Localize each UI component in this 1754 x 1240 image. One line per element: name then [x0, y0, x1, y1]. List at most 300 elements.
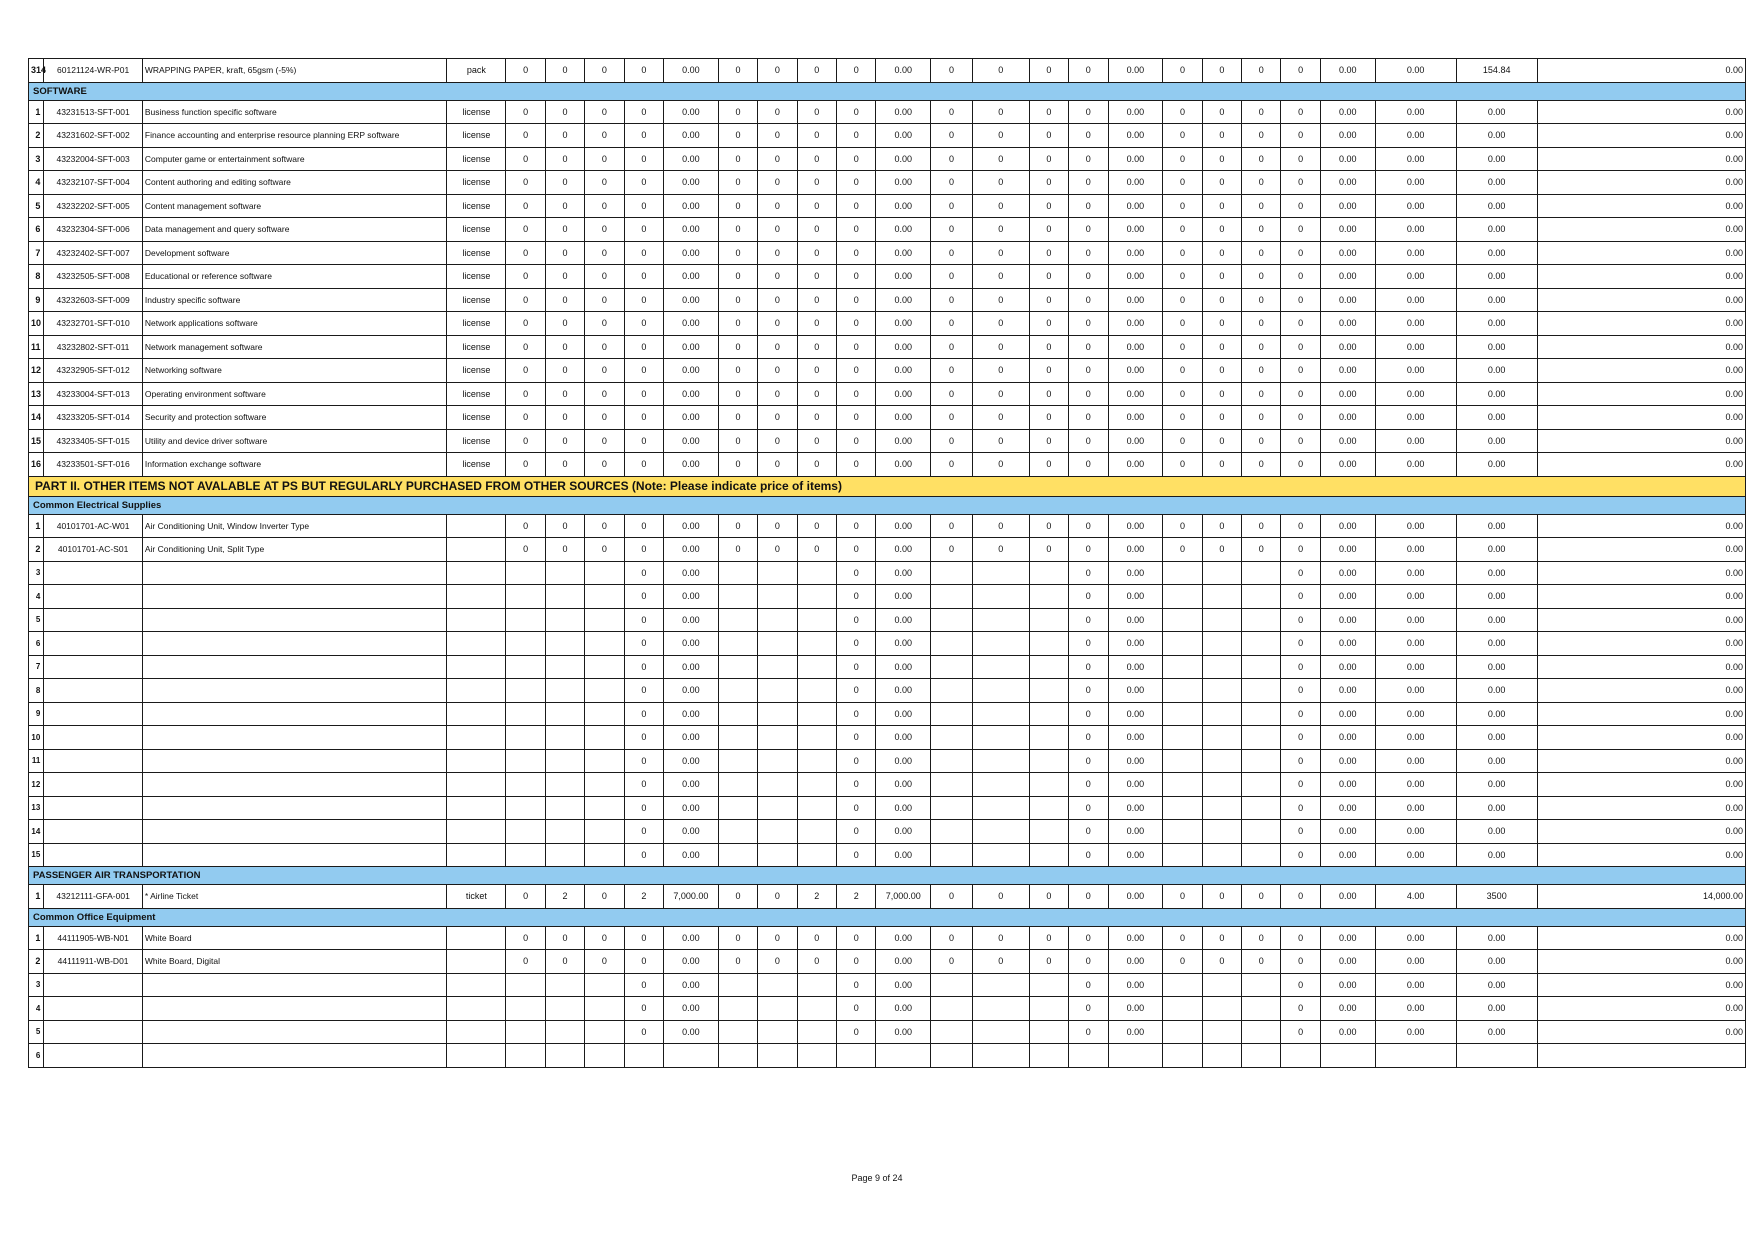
q1-month-qty: 0 — [545, 218, 584, 242]
q4-amount: 0.00 — [1320, 538, 1375, 562]
q3-month-qty — [931, 973, 973, 997]
unit-of-measure — [447, 514, 506, 538]
q1-month-qty: 0 — [585, 265, 624, 289]
item-number: 314 — [29, 59, 44, 83]
q4-month-qty — [1242, 632, 1281, 656]
q2-month-qty: 0 — [718, 950, 757, 974]
q1-amount: 0.00 — [664, 194, 719, 218]
total-amount: 0.00 — [1537, 265, 1745, 289]
q1-amount: 0.00 — [664, 561, 719, 585]
q4-amount: 0.00 — [1320, 514, 1375, 538]
q3-month-qty: 0 — [1029, 538, 1068, 562]
unit-price: 0.00 — [1456, 382, 1537, 406]
q1-month-qty — [545, 561, 584, 585]
q4-month-qty — [1163, 820, 1202, 844]
total-quantity: 0.00 — [1375, 585, 1456, 609]
q2-month-qty: 0 — [797, 124, 836, 148]
total-amount: 0.00 — [1537, 773, 1745, 797]
q4-amount: 0.00 — [1320, 749, 1375, 773]
q2-month-qty — [718, 726, 757, 750]
unit-of-measure: license — [447, 147, 506, 171]
q2-month-qty — [718, 773, 757, 797]
total-quantity: 0.00 — [1375, 773, 1456, 797]
item-number: 10 — [29, 312, 44, 336]
unit-price: 0.00 — [1456, 359, 1537, 383]
q1-month-qty: 0 — [624, 679, 663, 703]
q4-month-qty: 0 — [1242, 406, 1281, 430]
q1-month-qty — [506, 608, 545, 632]
item-description: Air Conditioning Unit, Split Type — [142, 538, 446, 562]
q3-month-qty — [1029, 997, 1068, 1021]
q4-amount: 0.00 — [1320, 241, 1375, 265]
q3-month-qty: 0 — [1029, 950, 1068, 974]
q4-month-qty: 0 — [1202, 514, 1241, 538]
item-number: 1 — [29, 514, 44, 538]
q4-month-qty: 0 — [1163, 335, 1202, 359]
total-quantity: 0.00 — [1375, 632, 1456, 656]
q3-month-qty — [972, 997, 1029, 1021]
q3-amount: 0.00 — [1108, 538, 1163, 562]
q2-month-qty — [797, 726, 836, 750]
total-amount: 0.00 — [1537, 241, 1745, 265]
q2-month-qty: 0 — [718, 312, 757, 336]
q1-month-qty: 0 — [545, 171, 584, 195]
q1-month-qty: 0 — [506, 950, 545, 974]
item-description — [142, 973, 446, 997]
unit-price: 0.00 — [1456, 100, 1537, 124]
q4-month-qty: 0 — [1202, 950, 1241, 974]
q4-month-qty: 0 — [1163, 194, 1202, 218]
q1-month-qty: 0 — [624, 655, 663, 679]
q3-amount: 0.00 — [1108, 632, 1163, 656]
q3-month-qty: 0 — [1069, 538, 1108, 562]
q1-month-qty: 0 — [506, 926, 545, 950]
total-quantity: 0.00 — [1375, 514, 1456, 538]
q1-month-qty: 0 — [585, 538, 624, 562]
item-description — [142, 773, 446, 797]
item-description — [142, 655, 446, 679]
q3-month-qty: 0 — [1069, 655, 1108, 679]
q4-amount: 0.00 — [1320, 171, 1375, 195]
q1-amount: 0.00 — [664, 218, 719, 242]
q4-month-qty — [1242, 585, 1281, 609]
q1-month-qty: 0 — [624, 59, 663, 83]
q4-month-qty — [1242, 702, 1281, 726]
item-description: Information exchange software — [142, 453, 446, 477]
total-amount: 0.00 — [1537, 312, 1745, 336]
item-number: 2 — [29, 950, 44, 974]
item-code — [44, 749, 143, 773]
q2-month-qty: 0 — [797, 538, 836, 562]
q2-month-qty: 2 — [797, 885, 836, 909]
total-quantity: 0.00 — [1375, 288, 1456, 312]
item-description: White Board, Digital — [142, 950, 446, 974]
unit-price: 0.00 — [1456, 608, 1537, 632]
item-number: 5 — [29, 608, 44, 632]
q2-month-qty — [718, 997, 757, 1021]
q2-month-qty: 0 — [758, 514, 797, 538]
q4-amount: 0.00 — [1320, 973, 1375, 997]
q4-month-qty — [1242, 843, 1281, 867]
q4-month-qty: 0 — [1281, 773, 1320, 797]
q3-month-qty — [931, 997, 973, 1021]
q4-amount: 0.00 — [1320, 608, 1375, 632]
item-number: 4 — [29, 997, 44, 1021]
unit-of-measure: license — [447, 335, 506, 359]
q4-amount: 0.00 — [1320, 843, 1375, 867]
q2-month-qty: 0 — [837, 585, 876, 609]
q3-amount: 0.00 — [1108, 241, 1163, 265]
q2-month-qty: 0 — [718, 885, 757, 909]
q1-amount: 0.00 — [664, 749, 719, 773]
section-title: SOFTWARE — [29, 82, 1746, 100]
unit-price: 0.00 — [1456, 726, 1537, 750]
item-description: White Board — [142, 926, 446, 950]
q3-amount: 0.00 — [1108, 608, 1163, 632]
q1-month-qty: 0 — [506, 100, 545, 124]
q4-month-qty: 0 — [1242, 453, 1281, 477]
item-code — [44, 773, 143, 797]
q1-amount: 0.00 — [664, 241, 719, 265]
q3-month-qty: 0 — [931, 312, 973, 336]
q3-month-qty — [1029, 973, 1068, 997]
q4-month-qty: 0 — [1281, 702, 1320, 726]
item-number: 15 — [29, 843, 44, 867]
total-amount: 0.00 — [1537, 796, 1745, 820]
q1-amount: 0.00 — [664, 406, 719, 430]
q4-month-qty: 0 — [1163, 59, 1202, 83]
q4-amount: 0.00 — [1320, 59, 1375, 83]
q2-amount: 0.00 — [876, 538, 931, 562]
q4-month-qty: 0 — [1163, 359, 1202, 383]
q4-month-qty: 0 — [1242, 514, 1281, 538]
q4-month-qty — [1202, 608, 1241, 632]
q1-month-qty: 0 — [506, 288, 545, 312]
q3-month-qty: 0 — [1029, 265, 1068, 289]
q4-month-qty — [1242, 997, 1281, 1021]
q4-month-qty: 0 — [1202, 538, 1241, 562]
q1-month-qty: 0 — [624, 218, 663, 242]
q1-amount: 0.00 — [664, 796, 719, 820]
q4-amount: 0.00 — [1320, 796, 1375, 820]
q2-month-qty: 0 — [837, 147, 876, 171]
total-quantity: 0.00 — [1375, 147, 1456, 171]
q3-amount: 0.00 — [1108, 171, 1163, 195]
q3-month-qty — [972, 796, 1029, 820]
total-amount: 0.00 — [1537, 702, 1745, 726]
unit-of-measure — [447, 973, 506, 997]
q4-month-qty: 0 — [1281, 100, 1320, 124]
q1-month-qty: 0 — [545, 241, 584, 265]
unit-price: 0.00 — [1456, 585, 1537, 609]
q4-month-qty — [1202, 1020, 1241, 1044]
total-quantity: 0.00 — [1375, 194, 1456, 218]
q3-month-qty: 0 — [972, 194, 1029, 218]
total-quantity: 4.00 — [1375, 885, 1456, 909]
q2-month-qty: 0 — [837, 241, 876, 265]
unit-price — [1456, 1044, 1537, 1068]
q4-month-qty — [1163, 726, 1202, 750]
q3-month-qty: 0 — [1069, 561, 1108, 585]
q1-month-qty: 2 — [545, 885, 584, 909]
q3-month-qty — [931, 702, 973, 726]
item-number: 11 — [29, 749, 44, 773]
q4-month-qty — [1242, 655, 1281, 679]
q1-month-qty: 0 — [545, 288, 584, 312]
item-description — [142, 702, 446, 726]
q3-month-qty: 0 — [1069, 885, 1108, 909]
q2-month-qty: 0 — [837, 335, 876, 359]
q2-month-qty — [797, 973, 836, 997]
total-quantity: 0.00 — [1375, 997, 1456, 1021]
total-quantity: 0.00 — [1375, 702, 1456, 726]
q4-month-qty: 0 — [1163, 950, 1202, 974]
unit-price: 0.00 — [1456, 973, 1537, 997]
q4-month-qty: 0 — [1242, 59, 1281, 83]
q3-month-qty — [972, 749, 1029, 773]
q4-month-qty: 0 — [1202, 288, 1241, 312]
q3-month-qty: 0 — [972, 514, 1029, 538]
unit-of-measure: license — [447, 194, 506, 218]
q3-month-qty: 0 — [972, 124, 1029, 148]
q3-month-qty: 0 — [1029, 359, 1068, 383]
q2-month-qty — [797, 655, 836, 679]
item-code: 40101701-AC-S01 — [44, 538, 143, 562]
total-amount — [1537, 1044, 1745, 1068]
q4-month-qty — [1163, 749, 1202, 773]
q4-amount: 0.00 — [1320, 726, 1375, 750]
unit-of-measure — [447, 702, 506, 726]
q1-month-qty: 0 — [585, 885, 624, 909]
total-amount: 0.00 — [1537, 59, 1745, 83]
item-number: 1 — [29, 926, 44, 950]
q2-month-qty: 0 — [837, 538, 876, 562]
q4-month-qty: 0 — [1281, 950, 1320, 974]
q4-month-qty — [1163, 1044, 1202, 1068]
q4-month-qty — [1163, 1020, 1202, 1044]
q1-month-qty — [545, 1020, 584, 1044]
item-code — [44, 726, 143, 750]
table-row — [29, 679, 1746, 703]
q3-amount: 0.00 — [1108, 773, 1163, 797]
q2-amount: 0.00 — [876, 194, 931, 218]
q2-month-qty: 0 — [837, 406, 876, 430]
q2-month-qty — [718, 702, 757, 726]
q4-month-qty — [1242, 749, 1281, 773]
q1-month-qty — [506, 820, 545, 844]
q4-amount: 0.00 — [1320, 382, 1375, 406]
q1-month-qty: 0 — [585, 453, 624, 477]
q4-month-qty: 0 — [1202, 926, 1241, 950]
q2-month-qty — [797, 796, 836, 820]
q1-month-qty — [506, 585, 545, 609]
q2-month-qty: 0 — [758, 312, 797, 336]
total-quantity: 0.00 — [1375, 124, 1456, 148]
table-row — [29, 171, 1746, 195]
q1-month-qty: 0 — [585, 288, 624, 312]
q2-amount: 0.00 — [876, 820, 931, 844]
total-amount: 0.00 — [1537, 406, 1745, 430]
q1-month-qty: 0 — [624, 382, 663, 406]
q1-month-qty — [585, 655, 624, 679]
q4-month-qty: 0 — [1281, 265, 1320, 289]
item-number: 13 — [29, 382, 44, 406]
q1-amount — [664, 1044, 719, 1068]
q4-amount: 0.00 — [1320, 147, 1375, 171]
q2-month-qty: 0 — [758, 359, 797, 383]
q4-month-qty: 0 — [1281, 147, 1320, 171]
q3-month-qty: 0 — [1029, 147, 1068, 171]
q1-month-qty: 0 — [545, 194, 584, 218]
q1-month-qty — [545, 608, 584, 632]
q4-month-qty — [1163, 973, 1202, 997]
item-description: Networking software — [142, 359, 446, 383]
q1-month-qty: 0 — [506, 265, 545, 289]
unit-price: 0.00 — [1456, 453, 1537, 477]
q3-month-qty: 0 — [972, 59, 1029, 83]
q1-month-qty: 0 — [624, 171, 663, 195]
page-footer — [0, 1173, 1754, 1183]
total-amount: 0.00 — [1537, 538, 1745, 562]
total-quantity: 0.00 — [1375, 679, 1456, 703]
total-quantity: 0.00 — [1375, 726, 1456, 750]
q1-amount: 0.00 — [664, 726, 719, 750]
q4-month-qty: 0 — [1281, 288, 1320, 312]
q4-month-qty — [1202, 632, 1241, 656]
q3-amount: 0.00 — [1108, 382, 1163, 406]
q1-month-qty: 0 — [506, 171, 545, 195]
q3-month-qty — [1029, 632, 1068, 656]
item-code: 60121124-WR-P01 — [44, 59, 143, 83]
q1-month-qty — [585, 608, 624, 632]
q1-month-qty: 0 — [506, 429, 545, 453]
q4-month-qty — [1163, 561, 1202, 585]
total-amount: 0.00 — [1537, 820, 1745, 844]
q2-month-qty — [797, 1044, 836, 1068]
q2-amount: 0.00 — [876, 288, 931, 312]
table-row — [29, 382, 1746, 406]
table-row — [29, 453, 1746, 477]
q3-amount: 0.00 — [1108, 429, 1163, 453]
total-quantity: 0.00 — [1375, 950, 1456, 974]
item-code — [44, 561, 143, 585]
q4-month-qty: 0 — [1281, 608, 1320, 632]
unit-price: 0.00 — [1456, 773, 1537, 797]
unit-price: 154.84 — [1456, 59, 1537, 83]
item-description: Content management software — [142, 194, 446, 218]
unit-of-measure: license — [447, 100, 506, 124]
q2-month-qty — [758, 726, 797, 750]
q1-amount: 0.00 — [664, 655, 719, 679]
q3-month-qty: 0 — [1029, 59, 1068, 83]
q2-amount: 0.00 — [876, 561, 931, 585]
q1-month-qty: 0 — [624, 312, 663, 336]
q2-month-qty — [837, 1044, 876, 1068]
item-number: 11 — [29, 335, 44, 359]
q2-month-qty: 0 — [837, 453, 876, 477]
q2-month-qty: 0 — [758, 171, 797, 195]
unit-of-measure — [447, 1044, 506, 1068]
q4-month-qty: 0 — [1202, 382, 1241, 406]
q2-month-qty — [718, 561, 757, 585]
q3-month-qty — [1029, 1020, 1068, 1044]
item-description: Air Conditioning Unit, Window Inverter Type — [142, 514, 446, 538]
q2-month-qty: 0 — [837, 59, 876, 83]
q3-month-qty — [1029, 726, 1068, 750]
q4-month-qty: 0 — [1242, 335, 1281, 359]
q2-month-qty: 0 — [758, 265, 797, 289]
item-description: Operating environment software — [142, 382, 446, 406]
q3-month-qty — [931, 585, 973, 609]
q2-month-qty: 0 — [837, 950, 876, 974]
q3-month-qty: 0 — [1069, 59, 1108, 83]
q3-month-qty: 0 — [1069, 973, 1108, 997]
q1-amount: 0.00 — [664, 335, 719, 359]
q2-month-qty — [718, 1020, 757, 1044]
q3-month-qty: 0 — [1069, 453, 1108, 477]
q2-amount: 0.00 — [876, 702, 931, 726]
unit-of-measure — [447, 538, 506, 562]
q2-month-qty: 0 — [797, 171, 836, 195]
q2-amount: 0.00 — [876, 749, 931, 773]
total-quantity: 0.00 — [1375, 655, 1456, 679]
table-row — [29, 632, 1746, 656]
q2-month-qty — [758, 997, 797, 1021]
q2-amount: 0.00 — [876, 679, 931, 703]
q3-amount: 0.00 — [1108, 702, 1163, 726]
q2-amount: 0.00 — [876, 632, 931, 656]
q2-amount — [876, 1044, 931, 1068]
q4-month-qty: 0 — [1202, 429, 1241, 453]
q2-month-qty: 0 — [837, 796, 876, 820]
item-number: 4 — [29, 585, 44, 609]
q1-month-qty — [545, 679, 584, 703]
item-code — [44, 655, 143, 679]
item-number: 2 — [29, 538, 44, 562]
total-amount: 0.00 — [1537, 194, 1745, 218]
q3-month-qty — [1029, 679, 1068, 703]
q3-month-qty — [931, 632, 973, 656]
q1-month-qty: 0 — [624, 335, 663, 359]
q1-month-qty: 0 — [545, 59, 584, 83]
q1-month-qty — [624, 1044, 663, 1068]
item-code — [44, 973, 143, 997]
q1-month-qty: 0 — [624, 124, 663, 148]
table-row — [29, 218, 1746, 242]
q3-amount: 0.00 — [1108, 288, 1163, 312]
q1-month-qty: 0 — [624, 1020, 663, 1044]
q1-month-qty — [506, 1020, 545, 1044]
total-amount: 0.00 — [1537, 382, 1745, 406]
q4-month-qty: 0 — [1202, 885, 1241, 909]
unit-price: 0.00 — [1456, 796, 1537, 820]
q3-month-qty: 0 — [931, 100, 973, 124]
q3-amount: 0.00 — [1108, 749, 1163, 773]
q2-month-qty — [718, 585, 757, 609]
q3-month-qty — [972, 632, 1029, 656]
table-row — [29, 1044, 1746, 1068]
total-quantity: 0.00 — [1375, 406, 1456, 430]
unit-price: 0.00 — [1456, 702, 1537, 726]
q1-month-qty: 0 — [506, 241, 545, 265]
table-row — [29, 773, 1746, 797]
item-code — [44, 632, 143, 656]
q2-amount: 7,000.00 — [876, 885, 931, 909]
unit-of-measure — [447, 632, 506, 656]
q1-month-qty: 0 — [624, 265, 663, 289]
q3-amount — [1108, 1044, 1163, 1068]
q1-month-qty: 0 — [506, 885, 545, 909]
